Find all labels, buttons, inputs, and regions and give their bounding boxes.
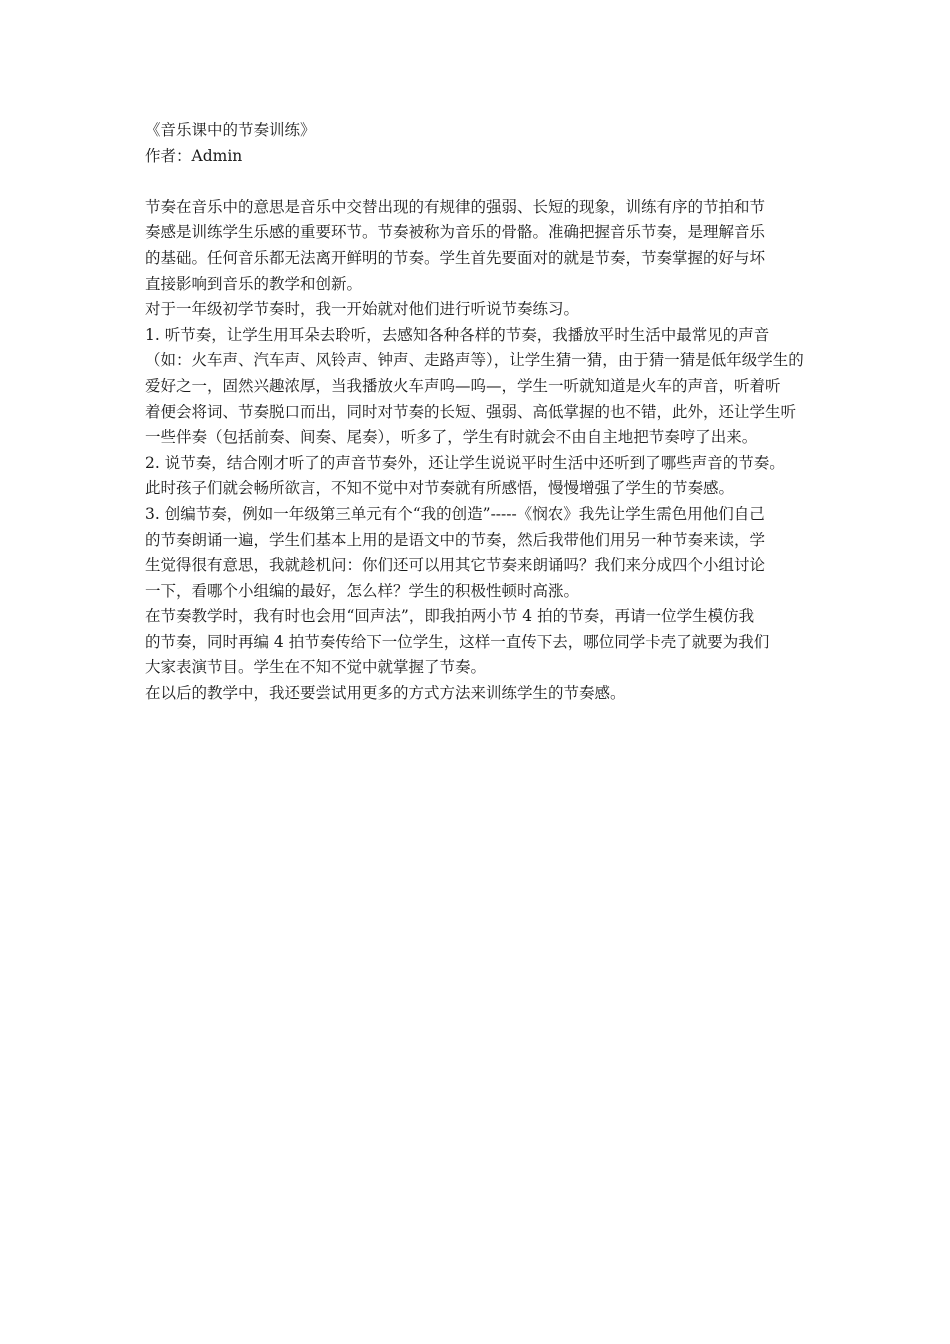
text-line: （如：火车声、汽车声、风铃声、钟声、走路声等），让学生猜一猜，由于猜一猜是低年级学生的 [145, 351, 804, 370]
document-body [145, 118, 825, 707]
text-line: 直接影响到音乐的教学和创新。 [145, 274, 363, 293]
text-line: 在以后的教学中，我还要尝试用更多的方式方法来训练学生的节奏感。 [145, 684, 626, 703]
text-line: 一下，看哪个小组编的最好，怎么样？学生的积极性顿时高涨。 [145, 581, 580, 600]
text-line: 3. 创编节奏，例如一年级第三单元有个“我的创造”-----《悯农》我先让学生需色用他们自己 [145, 504, 765, 523]
text-line: 的节奏朗诵一遍，学生们基本上用的是语文中的节奏，然后我带他们用另一种节奏来读，学 [145, 530, 766, 549]
text-line: 奏感是训练学生乐感的重要环节。节奏被称为音乐的骨骼。准确把握音乐节奏，是理解音乐 [145, 223, 766, 242]
text-line: 的基础。任何音乐都无法离开鲜明的节奏。学生首先要面对的就是节奏，节奏掌握的好与坏 [145, 248, 766, 267]
text-line: 对于一年级初学节奏时，我一开始就对他们进行听说节奏练习。 [145, 300, 580, 319]
document-title: 《音乐课中的节奏训练》 [145, 121, 316, 139]
text-line: 1. 听节奏，让学生用耳朵去聆听，去感知各种各样的节奏，我播放平时生活中最常见的声音 [145, 325, 770, 344]
text-line: 此时孩子们就会畅所欲言，不知不觉中对节奏就有所感悟，慢慢增强了学生的节奏感。 [145, 479, 735, 498]
blank-line [145, 169, 825, 195]
text-line: 一些伴奏（包括前奏、间奏、尾奏），听多了，学生有时就会不由自主地把节奏哼了出来。 [145, 428, 758, 447]
paragraph-first-grade [145, 297, 825, 323]
text-line: 大家表演节目。学生在不知不觉中就掌握了节奏。 [145, 658, 487, 677]
text-line: 着便会将词、节奏脱口而出，同时对节奏的长短、强弱、高低掌握的也不错，此外，还让学生听 [145, 402, 797, 421]
text-line: 的节奏，同时再编 4 拍节奏传给下一位学生，这样一直传下去，哪位同学卡壳了就要为我们 [145, 632, 770, 651]
text-line: 生觉得很有意思，我就趁机问：你们还可以用其它节奏来朗诵吗？我们来分成四个小组讨论 [145, 556, 766, 575]
text-line: 2. 说节奏，结合刚才听了的声音节奏外，还让学生说说平时生活中还听到了哪些声音的节奏。 [145, 453, 785, 472]
paragraph-listen-rhythm [145, 323, 825, 451]
paragraph-conclusion [145, 681, 825, 707]
author-line: 作者：Admin [145, 146, 243, 165]
text-line: 在节奏教学时，我有时也会用“回声法”，即我拍两小节 4 拍的节奏，再请一位学生模仿我 [145, 607, 755, 626]
text-line: 爱好之一，固然兴趣浓厚，当我播放火车声呜—呜—，学生一听就知道是火车的声音，听着听 [145, 376, 781, 395]
paragraph-speak-rhythm [145, 451, 825, 502]
paragraph-echo-method [145, 604, 825, 681]
paragraph-intro [145, 195, 825, 297]
text-line: 节奏在音乐中的意思是音乐中交替出现的有规律的强弱、长短的现象，训练有序的节拍和节 [145, 197, 766, 216]
paragraph-create-rhythm [145, 502, 825, 604]
